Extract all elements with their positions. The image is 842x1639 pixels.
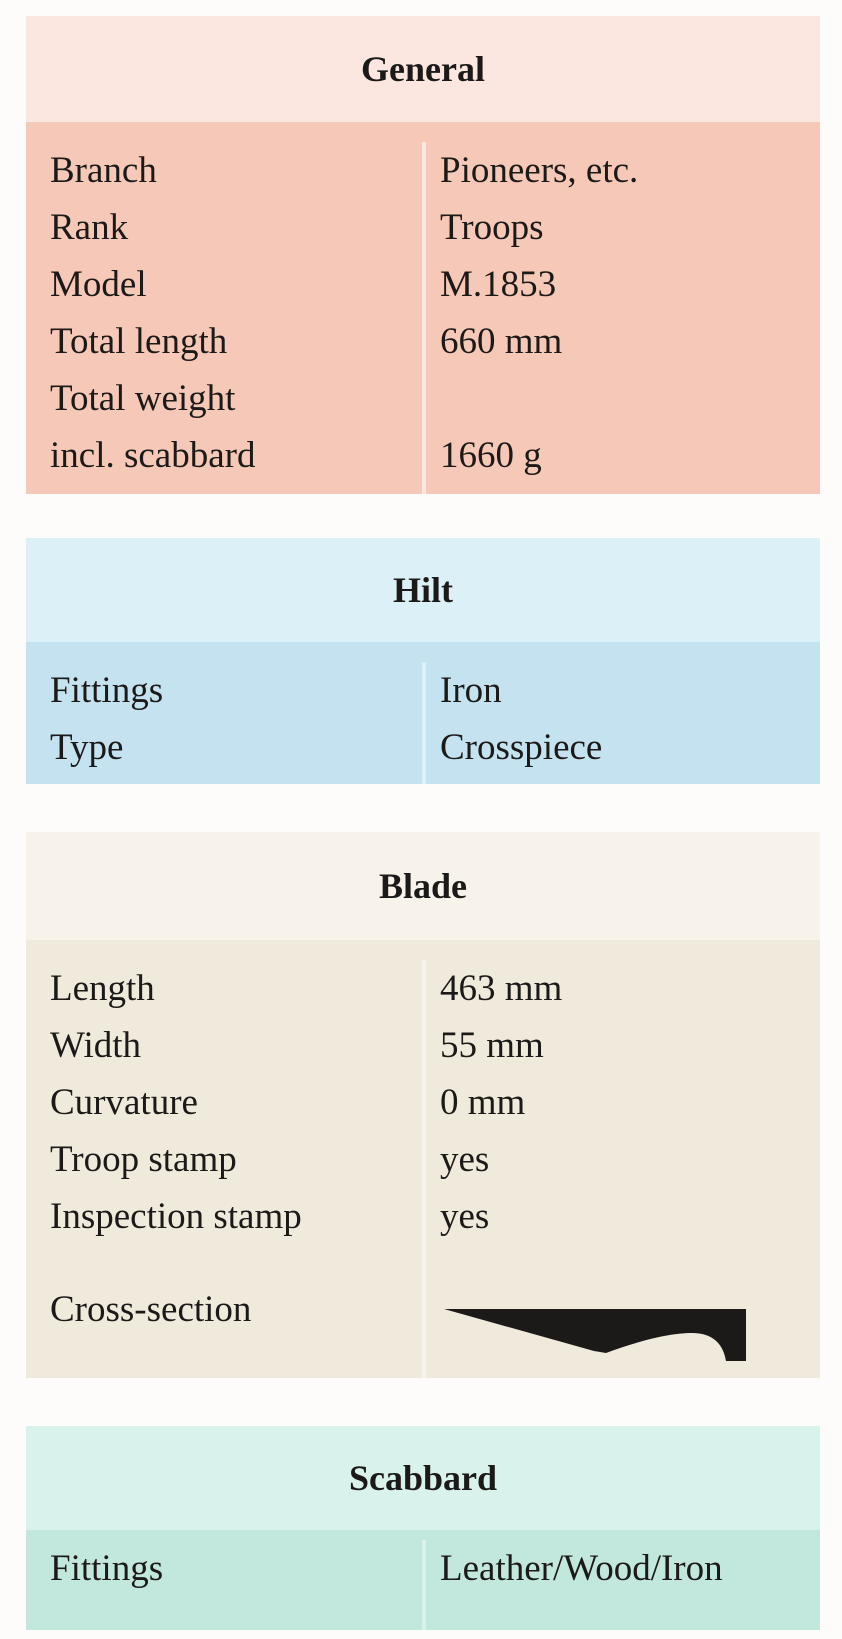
blade-curvature-label: Curvature: [50, 1082, 198, 1123]
hilt-fittings-label: Fittings: [50, 670, 164, 711]
rank-label: Rank: [50, 207, 129, 248]
model-value: M.1853: [440, 264, 557, 305]
hilt-fittings-value: Iron: [440, 670, 502, 711]
blade-length-label: Length: [50, 968, 155, 1009]
scabbard-value-column: [422, 1540, 820, 1630]
hilt-label-column: [26, 662, 422, 784]
total-weight-value: [440, 370, 820, 427]
model-label: Model: [50, 264, 147, 305]
incl-scabbard-value: 1660 g: [440, 435, 542, 476]
total-weight-label: Total weight: [50, 378, 236, 419]
hilt-value-column: [422, 662, 820, 784]
troop-stamp-value: yes: [440, 1139, 490, 1180]
hilt-type-value: Crosspiece: [440, 727, 603, 768]
hilt-heading: Hilt: [26, 538, 820, 642]
blade-table: [26, 940, 820, 1378]
hilt-table: [26, 642, 820, 784]
blade-value-column: [422, 960, 820, 1378]
scabbard-heading: Scabbard: [26, 1426, 820, 1530]
scabbard-table: [26, 1530, 820, 1630]
blade-width-label: Width: [50, 1025, 142, 1066]
general-heading: General: [26, 16, 820, 122]
blade-label-column: [26, 960, 422, 1378]
scabbard-fittings-label: Fittings: [50, 1548, 164, 1589]
troop-stamp-label: Troop stamp: [50, 1139, 237, 1180]
inspection-stamp-value: yes: [440, 1196, 490, 1237]
total-length-label: Total length: [50, 321, 228, 362]
incl-scabbard-label: incl. scabbard: [50, 435, 256, 476]
blade-length-value: 463 mm: [440, 968, 563, 1009]
general-value-column: [422, 142, 820, 494]
scabbard-section: [26, 1426, 820, 1630]
general-label-column: [26, 142, 422, 494]
blade-section: [26, 832, 820, 1378]
total-length-value: 660 mm: [440, 321, 563, 362]
general-table: [26, 122, 820, 494]
rank-value: Troops: [440, 207, 544, 248]
blade-width-value: 55 mm: [440, 1025, 544, 1066]
branch-label: Branch: [50, 150, 157, 191]
cross-section-label: Cross-section: [50, 1289, 252, 1330]
hilt-type-label: Type: [50, 727, 124, 768]
hilt-section: [26, 538, 820, 784]
inspection-stamp-label: Inspection stamp: [50, 1196, 302, 1237]
scabbard-fittings-value: Leather/Wood/Iron: [440, 1548, 723, 1589]
general-section: [26, 16, 820, 494]
blade-curvature-value: 0 mm: [440, 1082, 526, 1123]
scabbard-label-column: [26, 1540, 422, 1630]
blade-cross-section-icon: [444, 1305, 746, 1361]
branch-value: Pioneers, etc.: [440, 150, 639, 191]
blade-heading: Blade: [26, 832, 820, 940]
